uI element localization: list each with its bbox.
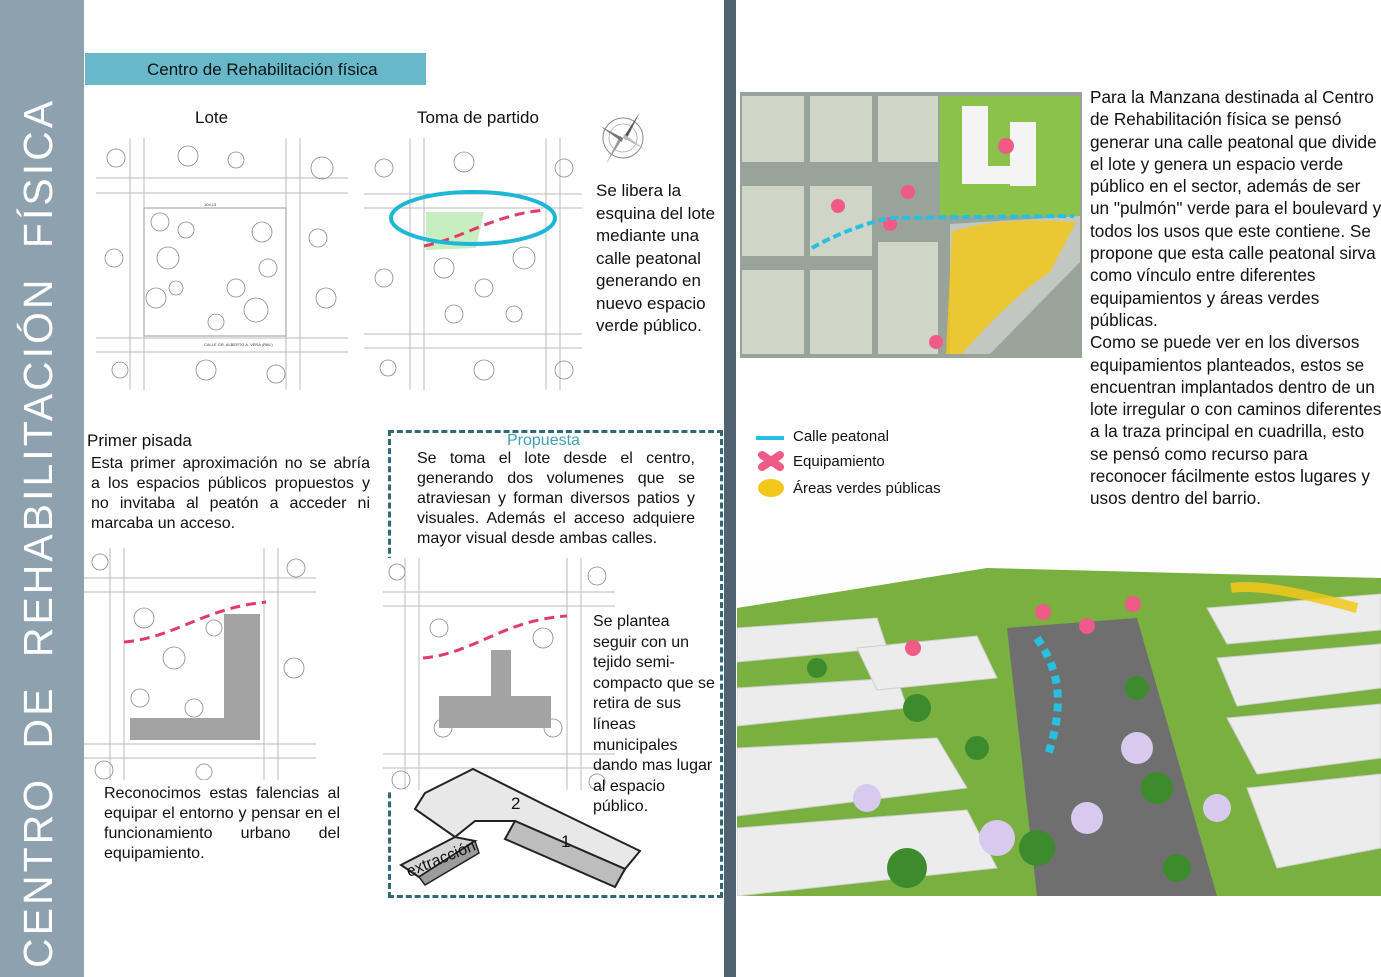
- primer-plan: [84, 548, 316, 780]
- right-text-1: Para la Manzana destinada al Centro de Rehabilitación física se pensó generar una calle peatonal que divide el lote y genera un espacio verde público en el sector, además de ser un "pulmón" verde para el boulevard y todos los usos que este contiene. Se propone que esta calle peatonal sirva como vínculo entre diferentes equipamientos y áreas verdes públicas.: [1090, 87, 1381, 330]
- plan-street-bottom: CALLE GR. ALBERTO A. VERA (PAV.): [204, 342, 273, 347]
- toma-text: Se libera la esquina del lote mediante una calle peatonal generando en nuevo espacio verde público.: [596, 181, 716, 335]
- right-text-2: Como se puede ver en los diversos equipamientos planteados, estos se encuentran implantados dentro de un lote irregular o con caminos diferentes a la traza principal en cuadrilla, esto se pensó como recurso para reconocer fácilmente estos lugares y usos dentro del barrio.: [1090, 332, 1381, 509]
- vertical-title: CENTRO DE REHABILITACIÓN FÍSICA: [15, 97, 61, 968]
- primer-title: Primer pisada: [87, 431, 192, 450]
- volume-label-1: 1: [561, 832, 571, 851]
- aerial-render: [737, 548, 1381, 896]
- propuesta-text: Se toma el lote desde el centro, generando dos volumenes que se atraviesan y forman diversos patios y visuales. Además el acceso adquiere mayor visual desde ambas calles.: [417, 450, 695, 547]
- primer-text: Esta primer aproximación no se abría a los espacios públicos propuestos y no invitaba al peatón a acceder ni marcaba un acceso.: [91, 455, 370, 532]
- toma-label: Toma de partido: [417, 108, 539, 127]
- line-icon: [756, 436, 784, 440]
- page-divider: [724, 0, 736, 977]
- propuesta-title: Propuesta: [507, 432, 580, 449]
- primer-text-2: Reconocimos estas falencias al equipar el entorno y pensar en el funcionamiento urbano del equipamiento.: [104, 785, 340, 862]
- lote-label: Lote: [195, 108, 229, 127]
- volume-sketch: [395, 765, 660, 890]
- aerial-map: [740, 92, 1082, 358]
- extraction-label: extracción: [404, 837, 479, 881]
- plan-dim-top: 104,13: [204, 202, 217, 207]
- propuesta-side-text: Se plantea seguir con un tejido semi-compacto que se retira de sus líneas municipales dando mas lugar al espacio público.: [593, 613, 715, 816]
- right-text: [1090, 86, 1381, 510]
- volume-label-2: 2: [511, 794, 521, 813]
- toma-plan: [364, 138, 582, 390]
- compass-icon: [596, 108, 650, 164]
- cross-icon: [756, 450, 786, 472]
- section-title: Centro de Rehabilitación física: [85, 53, 426, 85]
- lote-plan: [96, 138, 348, 390]
- propuesta-plan: [383, 558, 615, 790]
- blob-icon: [758, 479, 784, 497]
